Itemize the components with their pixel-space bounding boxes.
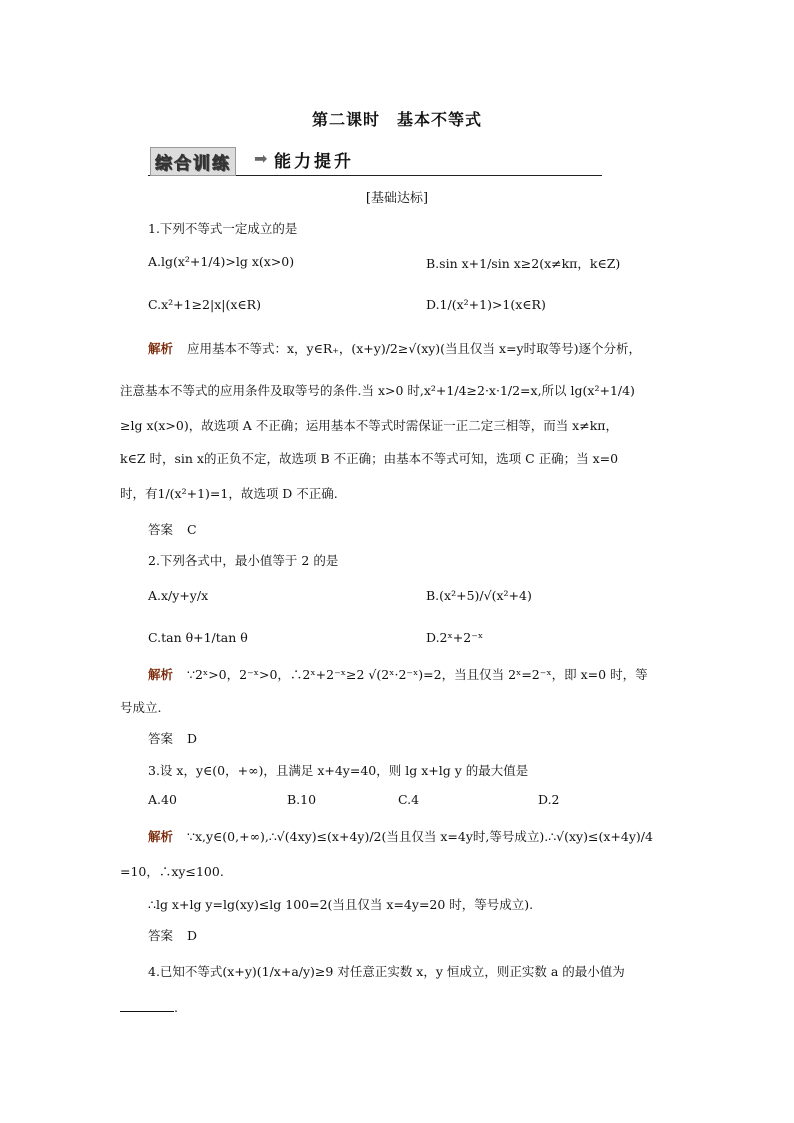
q3-option-b: B.10 [287, 792, 317, 807]
q1-option-a: A.lg(x²+1/4)>lg x(x>0) [148, 254, 295, 269]
page-title: 第二课时 基本不等式 [311, 110, 482, 129]
q2-answer [148, 729, 197, 747]
q3-solution-line-2: =10，∴xy≤100. [120, 864, 224, 879]
q4-stem: 4.已知不等式(x+y)(1/x+a/y)≥9 对任意正实数 x，y 恒成立，则正实数 a 的最小值为 [148, 964, 625, 979]
solution-label: 解析 [148, 341, 174, 356]
q3-answer [148, 926, 197, 944]
answer-label: 答案 [148, 731, 174, 746]
q2-option-b: B.(x²+5)/√(x²+4) [426, 588, 532, 603]
q1-answer [148, 520, 197, 538]
arrow-right-icon: ➡ [254, 149, 268, 168]
q1-option-b: B.sin x+1/sin x≥2(x≠kπ，k∈Z) [426, 256, 621, 271]
answer-label: 答案 [148, 928, 174, 943]
q4-tail: . [174, 1000, 178, 1015]
q3-solution-line-1: 解析 ∵x,y∈(0,+∞),∴√(4xy)≤(x+4y)/2(当且仅当 x=4y时,等号成立).∴√(xy)≤(x+4y)/4 [148, 829, 653, 844]
solution-label: 解析 [148, 667, 174, 682]
q1-solution-line-3: ≥lg x(x>0)，故选项 A 不正确；运用基本不等式时需保证一正二定三相等，而当 x≠kπ， [120, 418, 618, 433]
q2-option-a: A.x/y+y/x [148, 588, 209, 603]
q4-answer-blank [120, 1000, 178, 1015]
q2-stem: 2.下列各式中，最小值等于 2 的是 [148, 553, 339, 568]
q3-option-d: D.2 [538, 792, 560, 807]
q3-option-a: A.40 [148, 792, 177, 807]
q2-solution-line-2: 号成立. [120, 700, 162, 715]
banner-label-training: 综合训练 [150, 147, 236, 176]
answer-value: D [187, 928, 198, 943]
section-banner [148, 145, 602, 176]
answer-value: C [187, 522, 197, 537]
q2-option-d: D.2ˣ+2⁻ˣ [426, 630, 484, 645]
q1-stem: 1.下列不等式一定成立的是 [148, 221, 298, 236]
q3-option-c: C.4 [398, 792, 420, 807]
q3-solution-line-3: ∴lg x+lg y=lg(xy)≤lg 100=2(当且仅当 x=4y=20 时，等号成立). [148, 897, 534, 912]
section-subhead: [基础达标] [365, 191, 429, 206]
q3-stem: 3.设 x，y∈(0，+∞)，且满足 x+4y=40，则 lg x+lg y 的最大值是 [148, 763, 529, 778]
q1-solution-line-5: 时，有1/(x²+1)=1，故选项 D 不正确. [120, 486, 338, 501]
answer-label: 答案 [148, 522, 174, 537]
q1-solution-line-2: 注意基本不等式的应用条件及取等号的条件.当 x>0 时,x²+1/4≥2·x·1/2=x,所以 lg(x²+1/4) [120, 383, 635, 398]
q1-option-c: C.x²+1≥2|x|(x∈R) [148, 297, 261, 312]
q2-option-c: C.tan θ+1/tan θ [148, 630, 248, 645]
q2-solution-line-1: 解析 ∵2ˣ>0，2⁻ˣ>0，∴2ˣ+2⁻ˣ≥2 √(2ˣ·2⁻ˣ)=2，当且仅当 2ˣ=2⁻ˣ，即 x=0 时，等 [148, 667, 648, 682]
q1-solution-line-1: 解析 应用基本不等式：x，y∈R₊，(x+y)/2≥√(xy)(当且仅当 x=y时取等号)逐个分析， [148, 341, 641, 356]
solution-label: 解析 [148, 829, 174, 844]
answer-value: D [187, 731, 198, 746]
fill-in-blank[interactable] [120, 1011, 174, 1012]
banner-label-ability: 能力提升 [274, 152, 354, 172]
q1-option-d: D.1/(x²+1)>1(x∈R) [426, 297, 546, 312]
q1-solution-line-4: k∈Z 时，sin x的正负不定，故选项 B 不正确；由基本不等式可知，选项 C 正确；当 x=0 [120, 451, 619, 466]
